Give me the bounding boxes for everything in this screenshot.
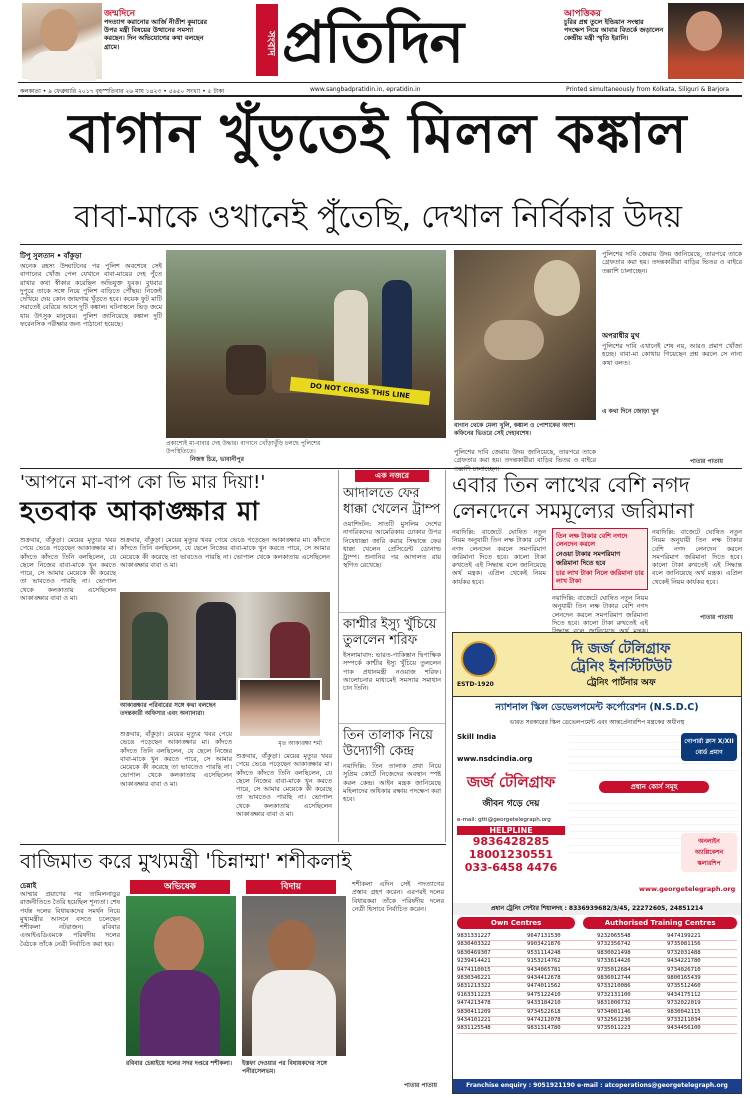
ad-helpline-1[interactable]: 9836428285 <box>472 835 550 848</box>
ad-georgetelegraph-website[interactable]: www.georgetelegraph.org <box>639 885 736 893</box>
logo-side-label: সংবাদ <box>256 4 278 76</box>
story3-credit: পাতার পাতায় <box>700 614 734 621</box>
ad-tagline: জীবন গড়ে দেয় <box>482 799 540 809</box>
lead-subhead[interactable]: বাবা-মাকে ওখানেই পুঁতেছি, দেখাল নির্বিকার উদয় <box>73 199 683 235</box>
table-row: 9474213478 9433184210 9831006732 9732022019 <box>457 1000 737 1008</box>
logo[interactable]: প্রতিদিন <box>282 8 464 76</box>
ad-brand: জর্জ টেলিগ্রাফ <box>466 773 556 791</box>
table-row: 9831213322 9474011562 9733210086 9735512460 <box>457 983 737 991</box>
story2-body: শুক্রবার, বাঁকুড়া। মেয়ের মৃত্যুর খবর পেয়ে ভেঙে পড়েছেন আকাঙ্ক্ষার মা। কাঁদতে কাঁদতে তিনি বলছিলেন, যে ছেলে নিজের বাবা-মাকে খুন করতে পারে, সে আমার মেয়েকে কী করেছে তা ভাবতেও পারছি না। ভোপাল থেকে কলকাতায় এসেছিলেন আকাঙ্ক্ষার বাবা ও মা। <box>20 536 116 603</box>
ad-subtitle: ট্রেনিং পার্টনার অফ <box>586 678 656 688</box>
story3-box-line: চার লাখ টাকা নিলে জরিমানা চার লাখ টাকা <box>556 568 644 586</box>
own-centres-label: Own Centres <box>457 917 575 929</box>
story3-body-2: নয়াদিল্লি: বাজেটে ঘোষিত নতুন নিয়ম অনুযায়ী তিন লক্ষ টাকার বেশি নগদ লেনদেন করলে সমপরিমাণ জরিমানা দিতে হবে। কালো টাকা রুখতেই এই <box>552 594 648 627</box>
right-teaser-photo <box>668 3 744 79</box>
story4-photo-left <box>126 896 236 1056</box>
brief-title: কাশ্মীর ইস্যু খুঁচিয়ে তুললেন শরিফ <box>343 617 437 648</box>
table-row: 9163311223 9475122410 9732131100 9434175112 <box>457 992 737 1000</box>
brief-title: তিন তালাক নিয়ে উদ্যোগী কেন্দ্র <box>343 728 433 759</box>
masthead-rule-2 <box>18 95 742 97</box>
lead-end-credit: পাতার পাতায় <box>690 458 724 465</box>
lead-photo-2-caption: বাগান থেকে মেলা খুলি, কঙ্কাল ও পোশাকের অংশ। কফিনের ভিতরে সেই দেহাবশেষ। <box>454 422 576 437</box>
ad-badge-1: গোপার্রা ক্লাস X/XII বোর্ড প্রমাণ <box>681 733 737 761</box>
story3-headline-1[interactable]: এবার তিন লাখের বেশি নগদ <box>452 473 690 497</box>
ad-email[interactable]: e-mail: gtti@georgetelegraph.org <box>457 817 551 823</box>
ad-panel[interactable] <box>452 632 742 1094</box>
ad-centre-table <box>457 933 737 1073</box>
story3-box-line: নেওয়া টাকার সমপরিমাণ জরিমানা দিতে হবে <box>556 550 621 567</box>
lead-photo-2 <box>454 250 596 420</box>
ad-estd: ESTD-1920 <box>457 681 494 688</box>
story2-inset-caption: মৃত আকাঙ্ক্ষা শর্মা <box>278 740 322 747</box>
brief-text: ইসলামাবাদ: ভারত-পাকিস্তান দ্বিপাক্ষিক সম্পর্কে কাশ্মীর ইস্যু খুঁচিয়ে তুললেন পাক প্রধানমন্ত্রী নওয়াজ শরিফ। আলোচনার মাধ্যমেই সমস্যার সমাধান চান তিনি। <box>343 651 441 693</box>
lead-rule <box>20 244 742 245</box>
lead-body-right-2: পুলিশের দাবি এখানেই শেষ নয়, আরও প্রমাণ খোঁজা হচ্ছে। বাবা-মা কোথায় গিয়েছেন প্রশ্ন করলে সে নানা কথা বলত। <box>602 342 742 367</box>
table-row: 9831125548 9831314780 9735011223 9434456100 <box>457 1025 737 1033</box>
ad-centre-headers <box>453 917 741 929</box>
ad-nsdc: ন্যাশনাল স্কিল ডেভেলপমেন্ট কর্পোরেশন (N.S.D.C) <box>495 702 699 713</box>
story4-byline: চেন্নাই <box>20 881 37 890</box>
story3-headline-2[interactable]: লেনদেনে সমমূল্যের জরিমানা <box>452 499 695 523</box>
story3-box <box>552 528 648 590</box>
printed-note: Printed simultaneously from Kolkata, Siliguri & Barjora <box>566 86 730 93</box>
ad-title-2: ট্রেনিং ইনস্টিটিউট <box>570 659 672 675</box>
lead-photo-1 <box>166 250 446 438</box>
table-row: 9831331227 9647131530 9232065548 9474199221 <box>457 933 737 941</box>
ad-contact-bar: প্রধান ট্রেনিং সেন্টার শিয়ালদহ : 8336939682/3/45, 22272605, 24851214 <box>453 903 741 915</box>
table-row: 9239414421 9153214762 9733614426 9434221780 <box>457 958 737 966</box>
lead-right-credit: এ কথা দিনে জোড়া খুন <box>602 408 659 415</box>
right-teaser-text[interactable]: চুরির প্রশ্ন তুলে ইন্ডিয়ান সংস্থার পদক্ষেপ নিয়ে আবার বিতর্কে জড়ালেন কেন্দ্রীয় মন্ত্রী স্মৃতি ইরানি। <box>564 18 664 43</box>
story2-quote[interactable]: 'আপনে মা-বাপ কো ভি মার দিয়া!' <box>20 472 266 493</box>
lead-photo-2-body: পুলিশের দাবি জেরায় উদয় জানিয়েছে, তারপরে তাকে গ্রেফতার করা হয়। তদন্তকারীরা বাড়ির ভিতর ও বাইরে <box>454 448 596 465</box>
story2-headline[interactable]: হতবাক আকাঙ্ক্ষার মা <box>20 497 260 527</box>
table-row: 9474110015 9434065781 9735012684 9734026710 <box>457 967 737 975</box>
ad-helpline-3[interactable]: 033-6458 4476 <box>464 861 558 874</box>
ad-left-panel <box>457 729 565 899</box>
ad-logo-icon <box>461 641 497 677</box>
left-teaser-text[interactable]: পদত্যাগ করানোর আর্জি নীতীশ কুমারের উপর মন্ত্রী বিষয়ের উত্থানের সমস্যা করছেন। দিন অভিযোগের কথা বলছেন গ্রামে। <box>104 18 208 51</box>
lead-byline: টিপু সুলতান • বাঁকুড়া <box>20 251 82 260</box>
ad-nsdc-sub: ভারত সরকারের স্কিল ডেভেলপমেন্ট এবং আন্তর্প্রেনারশিপ মন্ত্রকের অধীনস্থ <box>509 719 685 726</box>
story2-inset-photo <box>238 678 322 738</box>
brief-item-3[interactable] <box>339 723 445 834</box>
brief-text: ওয়াশিংটন: সাতটি মুসলিম দেশের নাগরিকদের আমেরিকায় ঢোকার উপর নিষেধাজ্ঞা জারি করার সিদ্ধান্তে ফের ধাক্কা খেলেন প্রেসিডেন্ট ডোনাল্ড ট্রাম্প। শুনানির পর আদালত রায় স্থগিত রেখেছে। <box>343 520 441 570</box>
briefs-label: এক নজরে <box>355 470 429 482</box>
story2-body-4: শুক্রবার, বাঁকুড়া। মেয়ের মৃত্যুর খবর পেয়ে ভেঙে পড়েছেন আকাঙ্ক্ষার মা। কাঁদতে কাঁদতে তিনি বলছিলেন, যে ছেলে নিজের বাবা-মাকে খুন করতে পারে, সে আমার মেয়েকে কী করেছে তা ভাবতেও পারছি না। ভোপাল থেকে কলকাতায় এসেছিলেন আকাঙ্ক্ষার বাবা ও মা। <box>236 752 332 819</box>
masthead-rule <box>18 82 742 83</box>
story4-credit: পাতার পাতায় <box>404 1082 438 1089</box>
story4-label-right: বিদায় <box>246 880 336 894</box>
ad-nsdc-website[interactable]: www.nsdcindia.org <box>457 755 533 763</box>
story3-box-line: তিন লক্ষ টাকার বেশি নগদে লেনদেন করলে <box>556 532 628 549</box>
lead-bottom-rule <box>20 468 742 469</box>
lead-body-right: পুলিশের দাবি জেরায় উদয় জানিয়েছে, তারপরে তাকে গ্রেফতার করা হয়। তদন্তকারীরা বাড়ির ভিতর ও বাইরে তল্লাশি চালাচ্ছেন। <box>602 250 742 275</box>
story3-body: নয়াদিল্লি: বাজেটে ঘোষিত নতুন নিয়ম অনুযায়ী তিন লক্ষ টাকার বেশি নগদ লেনদেন করলে সমপরিমাণ জরিমানা দিতে হবে। কালো টাকা রুখতেই এই সিদ্ধান্ত বলে জানিয়েছে অর্থ মন্ত্রক। এপ্রিল থেকেই নিয়ম কার্যকর হবে। <box>452 528 546 586</box>
dateline: কলকাতা • ৯ ফেব্রুয়ারি ২০১৭ বৃহস্পতিবার ২৬ মাঘ ১৪২৩ • ৫৬৫০ সংখ্যা • ৫ টাকা <box>20 88 225 95</box>
story4-headline[interactable]: বাজিমাত করে মুখ্যমন্ত্রী 'চিন্নাম্মা' শশীকলাই <box>20 849 352 873</box>
table-row: 9830403322 9903421876 9732356742 9735081156 <box>457 941 737 949</box>
table-row: 9434101221 9474212078 9732561230 9733211034 <box>457 1017 737 1025</box>
story3-body-3: নয়াদিল্লি: বাজেটে ঘোষিত নতুন নিয়ম অনুযায়ী তিন লক্ষ টাকার বেশি নগদ লেনদেন করলে সমপরিমাণ জরিমানা দিতে হবে। কালো টাকা রুখতেই এই সিদ্ধান্ত বলে জানিয়েছে অর্থ মন্ত্রক। এপ্রিল থেকেই নিয়ম কার্যকর হবে। <box>652 528 742 586</box>
auth-centres-label: Authorised Training Centres <box>583 917 737 929</box>
briefs-column <box>338 470 446 842</box>
brief-title: আদালতে ফের ধাক্কা খেলেন ট্রাম্প <box>343 486 441 517</box>
story4-body: আম্মার প্রয়াণের পর তামিলনাড়ুর রাজনীতিতে তৈরি হয়েছিল শূন্যতা। শেষ পর্যন্ত দলের বিধায়কদের সমর্থন নিয়ে মুখ্যমন্ত্রীর আসনে বসতে চলেছেন শশীকলা নটরাজন। রবিবার এআইএডিএমকে পরিষদীয় দলের বৈঠকে তাঁকে নেত্রী নির্বাচিত করা হয়। <box>20 890 120 948</box>
brief-text: নয়াদিল্লি: তিন তালাক প্রথা নিয়ে সুপ্রিম কোর্টে নিজেদের অবস্থান স্পষ্ট করল কেন্দ্র। আইন মন্ত্রক জানিয়েছে মহিলাদের অধিকার রক্ষায় পদক্ষেপ করা হবে। <box>343 762 441 804</box>
lead-right-subhead: অপরাধীর মুখ <box>602 331 640 340</box>
ad-badge-2: অনলাইন অ্যাপ্লিকেশন স্কলারশিপ <box>681 833 737 872</box>
crime-tape: DO NOT CROSS THIS LINE <box>290 377 431 406</box>
story2-photo-caption: আকাঙ্ক্ষার পরিবারের সঙ্গে কথা বলছেন তদন্তকারী অফিসার এবং অন্যান্যরা। <box>120 702 216 717</box>
story2-body-3: শুক্রবার, বাঁকুড়া। মেয়ের মৃত্যুর খবর পেয়ে ভেঙে পড়েছেন আকাঙ্ক্ষার মা। কাঁদতে কাঁদতে তিনি বলছিলেন, যে ছেলে নিজের বাবা-মাকে খুন করতে পারে, সে আমার মেয়েকে কী করেছে তা ভাবতেও পারছি না। ভোপাল থেকে কলকাতায় এসেছিলেন আকাঙ্ক্ষার বাবা ও মা। <box>120 730 232 788</box>
right-teaser-label: আপত্তিকর <box>564 9 601 19</box>
story4-caption-left: রবিবার চেন্নাইয়ে দলের সদর দপ্তরে শশীকলা। <box>126 1060 232 1067</box>
lead-photo-1-caption: প্রকাশ্যেই মা-বাবার দেহ উদ্ধার। বাগানে খোঁড়াখুঁড়ি চলছে পুলিশের উপস্থিতিতে। <box>166 440 321 455</box>
left-teaser-photo <box>22 3 102 79</box>
lead-body-col1: অনেক রহস্য উদ্ঘাটনের পর পুলিশ অবশেষে সেই বাগানের খোঁজ পেল যেখানে বাবা-মায়ের দেহ পুঁতে রাখার কথা স্বীকার করেছিল অভিযুক্ত যুবক। বুধবার দুপুরে তাকে সঙ্গে নিয়ে পুলিশ বাড়িতে পৌঁছয়। নিজেই দেখিয়ে দেয় কোন জায়গায় খুঁড়তে হবে। কয়েক ফুট মাটি সরাতেই বেরিয়ে আসে দুটি কঙ্কাল। ঘটনাস্থলে ভিড় জমে যায় উৎসুক মানুষের। পুলিশ জানিয়েছে কঙ্কাল দুটি ফরেনসিক পরীক্ষার জন্য পাঠানো হয়েছে। <box>20 262 162 329</box>
story4-body-right: শশীকলা এদিন সেই পদত্যাগের প্রস্তাব গ্রহণ করেন। এরপরই দলের বিধায়করা তাঁকে পরিষদীয় দলের নেত্রী হিসাবে নির্বাচিত করেন। <box>352 880 444 913</box>
table-row: 9830411209 9734522618 9734001146 9830042115 <box>457 1009 737 1017</box>
story2-body-2: শুক্রবার, বাঁকুড়া। মেয়ের মৃত্যুর খবর পেয়ে ভেঙে পড়েছেন আকাঙ্ক্ষার মা। কাঁদতে কাঁদতে তিনি বলছিলেন, যে ছেলে নিজের বাবা-মাকে খুন করতে পারে, সে আমার মেয়েকে কী করেছে তা ভাবতেও পারছি না। ভোপাল থেকে কলকাতায় এসেছিলেন আকাঙ্ক্ষার বাবা ও মা। <box>120 536 330 569</box>
ad-helpline-2[interactable]: 18001230551 <box>468 848 554 861</box>
ad-helpline-label: HELPLINE <box>457 826 565 835</box>
table-row: 9830346221 9434412678 9836012744 9800165439 <box>457 975 737 983</box>
lead-photo-1-credit: নিজস্ব চিত্র, ভাবানীপুর <box>190 456 244 463</box>
story4-rule <box>20 844 446 845</box>
table-row: 9830469307 9531114248 9830021498 9732031488 <box>457 950 737 958</box>
brief-item-2[interactable] <box>339 612 445 723</box>
ad-course-label: প্রধান কোর্স সমূহ <box>599 781 709 793</box>
story4-photo-right <box>242 896 346 1056</box>
lead-headline[interactable]: বাগান খুঁড়তেই মিলল কঙ্কাল <box>68 102 688 165</box>
story4-label-left: অভিষেক <box>130 880 230 894</box>
ad-header <box>453 633 741 697</box>
website-link[interactable]: www.sangbadpratidin.in, epratidin.in <box>310 86 421 93</box>
ad-right-panel <box>569 729 739 899</box>
left-teaser-label: জন্মদিনে <box>104 9 136 19</box>
ad-footer[interactable]: Franchise enquiry : 9051921190 e-mail : atcoperations@georgetelegraph.org <box>453 1079 741 1093</box>
skill-india-logo: Skill India <box>457 733 497 741</box>
story4-caption-right: ইস্তফা দেওয়ার পর বিধায়কদের সঙ্গে পনীরসেলভম। <box>242 1060 327 1075</box>
ad-title: দি জর্জ টেলিগ্রাফ <box>571 641 671 657</box>
masthead <box>0 0 750 98</box>
brief-item-1[interactable] <box>339 482 445 612</box>
